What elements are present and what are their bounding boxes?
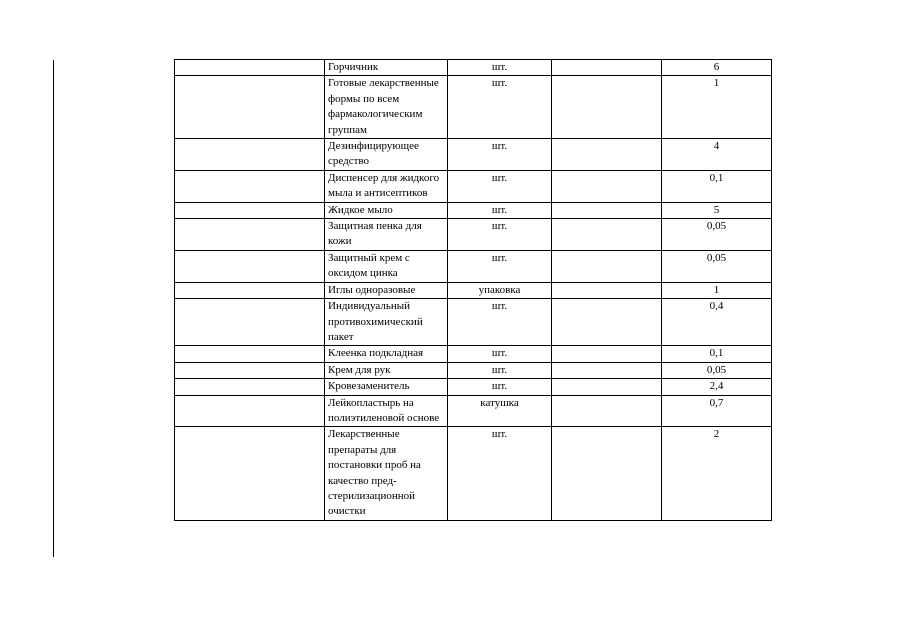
unit-cell: шт.: [448, 427, 552, 520]
item-name-cell: Защитная пенка для кожи: [325, 219, 448, 251]
section-cell: [175, 139, 325, 171]
empty-cell: [552, 250, 662, 282]
quantity-cell: 6: [662, 60, 772, 76]
item-name-cell: Индивидуальный противохимический пакет: [325, 299, 448, 346]
table-row: [175, 219, 772, 251]
supplies-table-body: [175, 60, 772, 521]
quantity-cell: 1: [662, 282, 772, 298]
table-row: [175, 427, 772, 520]
item-name-cell: Диспенсер для жидкого мыла и антисептиков: [325, 170, 448, 202]
unit-cell: шт.: [448, 60, 552, 76]
table-row: [175, 395, 772, 427]
empty-cell: [552, 346, 662, 362]
table-row: [175, 250, 772, 282]
quantity-cell: 0,1: [662, 170, 772, 202]
empty-cell: [552, 362, 662, 378]
item-name-cell: Крем для рук: [325, 362, 448, 378]
quantity-cell: 0,4: [662, 299, 772, 346]
item-name-cell: Жидкое мыло: [325, 202, 448, 218]
table-row: [175, 139, 772, 171]
table-row: [175, 362, 772, 378]
unit-cell: шт.: [448, 362, 552, 378]
empty-cell: [552, 202, 662, 218]
page-margin-line: [53, 60, 54, 557]
quantity-cell: 0,1: [662, 346, 772, 362]
item-name-cell: Защитный крем с оксидом цинка: [325, 250, 448, 282]
section-cell: [175, 346, 325, 362]
section-cell: [175, 202, 325, 218]
quantity-cell: 1: [662, 76, 772, 139]
table-row: [175, 170, 772, 202]
unit-cell: шт.: [448, 250, 552, 282]
section-cell: [175, 379, 325, 395]
unit-cell: шт.: [448, 219, 552, 251]
item-name-cell: Клеенка подкладная: [325, 346, 448, 362]
item-name-cell: Кровезаменитель: [325, 379, 448, 395]
quantity-cell: 0,05: [662, 362, 772, 378]
table-row: [175, 202, 772, 218]
quantity-cell: 0,05: [662, 219, 772, 251]
empty-cell: [552, 60, 662, 76]
item-name-cell: Иглы одноразовые: [325, 282, 448, 298]
empty-cell: [552, 76, 662, 139]
table-row: [175, 76, 772, 139]
supplies-table: [174, 59, 772, 521]
section-cell: [175, 76, 325, 139]
table-row: [175, 346, 772, 362]
item-name-cell: Дезинфицирующее средство: [325, 139, 448, 171]
table-row: [175, 299, 772, 346]
empty-cell: [552, 219, 662, 251]
quantity-cell: 5: [662, 202, 772, 218]
section-cell: [175, 170, 325, 202]
table-row: [175, 379, 772, 395]
quantity-cell: 0,05: [662, 250, 772, 282]
unit-cell: шт.: [448, 170, 552, 202]
item-name-cell: Лекарственные препараты для постановки проб на качество пред-стерилизационной очистки: [325, 427, 448, 520]
unit-cell: шт.: [448, 346, 552, 362]
quantity-cell: 2,4: [662, 379, 772, 395]
empty-cell: [552, 282, 662, 298]
unit-cell: шт.: [448, 299, 552, 346]
item-name-cell: Лейкопластырь на полиэтиленовой основе: [325, 395, 448, 427]
empty-cell: [552, 139, 662, 171]
unit-cell: упаковка: [448, 282, 552, 298]
section-cell: [175, 60, 325, 76]
table-row: [175, 282, 772, 298]
unit-cell: катушка: [448, 395, 552, 427]
quantity-cell: 4: [662, 139, 772, 171]
unit-cell: шт.: [448, 202, 552, 218]
section-cell: [175, 219, 325, 251]
empty-cell: [552, 170, 662, 202]
table-row: [175, 60, 772, 76]
empty-cell: [552, 379, 662, 395]
quantity-cell: 2: [662, 427, 772, 520]
item-name-cell: Готовые лекарственные формы по всем фармакологическим группам: [325, 76, 448, 139]
section-cell: [175, 362, 325, 378]
item-name-cell: Горчичник: [325, 60, 448, 76]
unit-cell: шт.: [448, 76, 552, 139]
section-cell: [175, 299, 325, 346]
unit-cell: шт.: [448, 139, 552, 171]
unit-cell: шт.: [448, 379, 552, 395]
empty-cell: [552, 299, 662, 346]
empty-cell: [552, 427, 662, 520]
quantity-cell: 0,7: [662, 395, 772, 427]
section-cell: [175, 427, 325, 520]
section-cell: [175, 282, 325, 298]
section-cell: [175, 395, 325, 427]
empty-cell: [552, 395, 662, 427]
section-cell: [175, 250, 325, 282]
